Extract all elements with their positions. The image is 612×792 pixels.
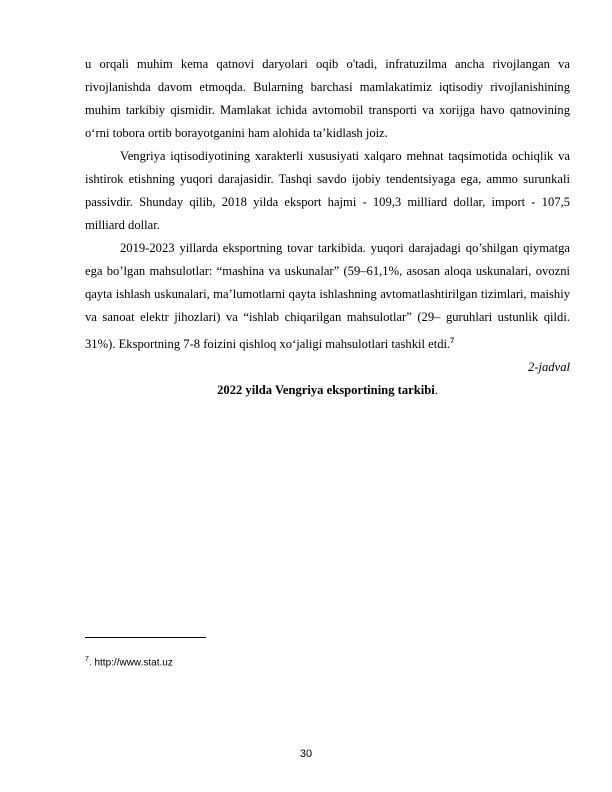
paragraph-3	[85, 237, 570, 356]
footnote-number: 7	[85, 656, 89, 663]
footnote-divider	[85, 637, 206, 638]
footnote-reference[interactable]: 7	[450, 336, 455, 345]
paragraph-2: Vengriya iqtisodiyotining xarakterli xususiyati xalqaro mehnat taqsimotida ochiqlik va ishtirok etishning yuqori darajasidir. Tashqi savdo ijobiy tendentsiyaga ega, ammo surunkali passivdir. Shunday qilib, 2018 yilda eksport hajmi - 109,3 milliard dollar, import - 107,5 milliard dollar.	[85, 149, 570, 232]
page-number: 30	[299, 748, 313, 760]
footnote	[85, 656, 173, 668]
table-title-text: 2022 yilda Vengriya eksportining tarkibi	[217, 383, 435, 398]
paragraph-3-text: 2019-2023 yillarda eksportning tovar tarkibida. yuqori darajadagi qo’shilgan qiymatga ega bo’lgan mahsulotlar: “mashina va uskunalar” (59–61,1%, asosan aloqa uskunalari, ovozni qayta ishlash uskunalari, ma’lumotlarni qayta ishlashning avtomatlashtirilgan tizimlari, maishiy va sanoat elektr jihozlari) va “ishlab chiqarilgan mahsulotlar” (29– guruhlari ustunlik qildi. 31%). Eksportning 7-8 foizini qishloq xo‘jaligi mahsulotlari tashkil etdi.	[85, 241, 570, 352]
body-text	[85, 53, 570, 402]
paragraph-1: u orqali muhim kema qatnovi daryolari oqib o'tadi, infratuzilma ancha rivojlangan va rivojlanishda davom etmoqda. Bularning barchasi mamlakatimiz iqtisodiy rivojlanishining muhim tarkibiy qismidir. Mamlakat ichida avtomobil transporti va xorijga havo qatnovining o‘rni tobora ortib borayotganini ham alohida ta’kidlash joiz.	[85, 57, 570, 140]
footnote-text: . http://www.stat.uz	[88, 657, 173, 669]
table-title-suffix: .	[434, 383, 438, 398]
table-label: 2-jadval	[528, 360, 570, 375]
table-title	[85, 379, 570, 402]
